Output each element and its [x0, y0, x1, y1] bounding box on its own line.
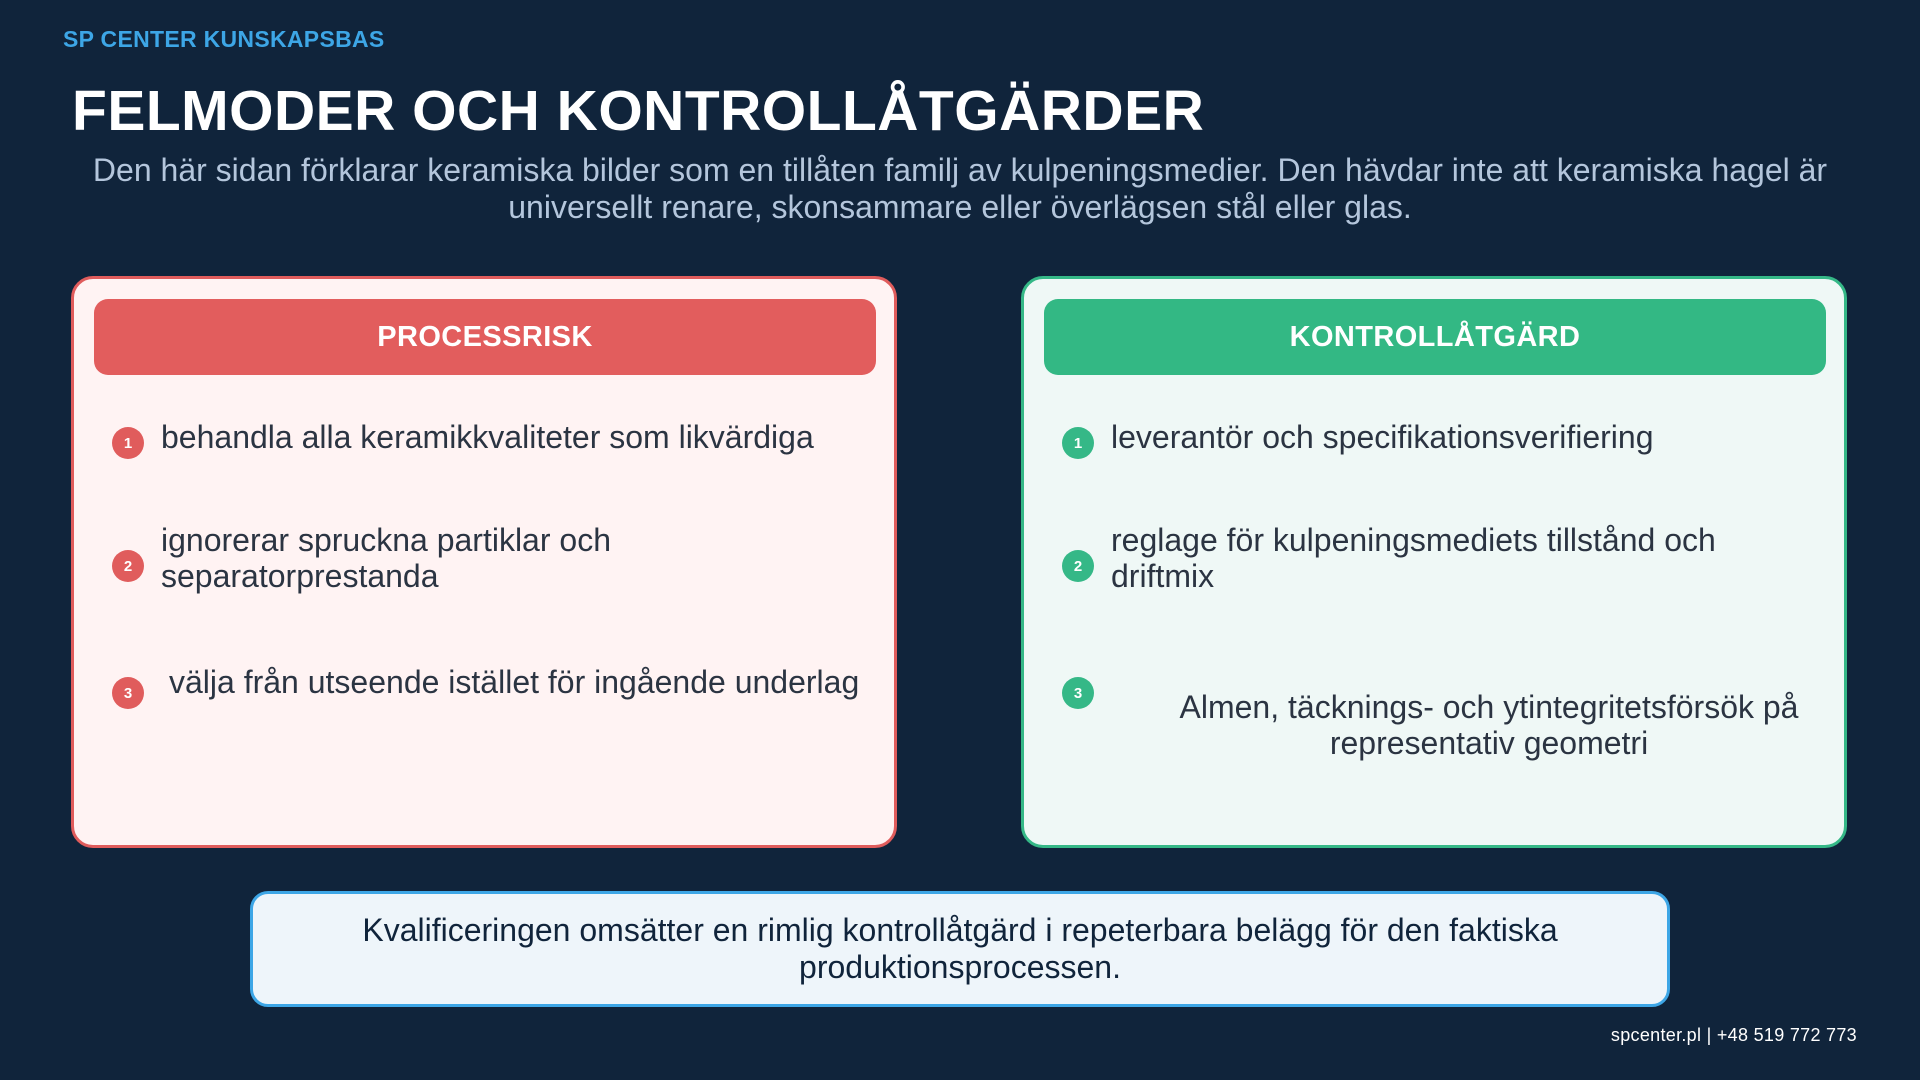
contact-info: spcenter.pl | +48 519 772 773: [1610, 1025, 1857, 1045]
number-badge: 2: [1062, 550, 1094, 582]
process-risk-header: PROCESSRISK: [94, 299, 876, 375]
page-title: FELMODER OCH KONTROLLÅTGÄRDER: [72, 79, 1205, 143]
risk-item-text: välja från utseende istället för ingående underlag: [169, 664, 860, 700]
number-badge: 1: [1062, 427, 1094, 459]
risk-item-text: ignorerar spruckna partiklar och separatorprestanda: [161, 522, 611, 594]
control-item-text: leverantör och specifikationsverifiering: [1111, 419, 1654, 455]
number-badge: 3: [112, 677, 144, 709]
brand-label: SP CENTER KUNSKAPSBAS: [63, 26, 385, 52]
risk-item-text: behandla alla keramikkvaliteter som likvärdiga: [161, 419, 814, 455]
number-badge: 1: [112, 427, 144, 459]
number-badge: 3: [1062, 677, 1094, 709]
control-item-text: reglage för kulpeningsmediets tillstånd och driftmix: [1111, 522, 1716, 594]
qualification-note: Kvalificeringen omsätter en rimlig kontrollåtgärd i repeterbara belägg för den faktiska produktionsprocessen.: [250, 891, 1670, 1007]
control-measure-panel: [1021, 276, 1847, 848]
number-badge: 2: [112, 550, 144, 582]
control-measure-header: KONTROLLÅTGÄRD: [1044, 299, 1826, 375]
control-item-text: Almen, täcknings- och ytintegritetsförsök på representativ geometri: [1179, 689, 1799, 761]
process-risk-panel: [71, 276, 897, 848]
page-subtitle: Den här sidan förklarar keramiska bilder som en tillåten familj av kulpeningsmedier. Den hävdar inte att keramiska hagel är universellt renare, skonsammare eller överlägsen stål eller glas.: [92, 152, 1828, 225]
